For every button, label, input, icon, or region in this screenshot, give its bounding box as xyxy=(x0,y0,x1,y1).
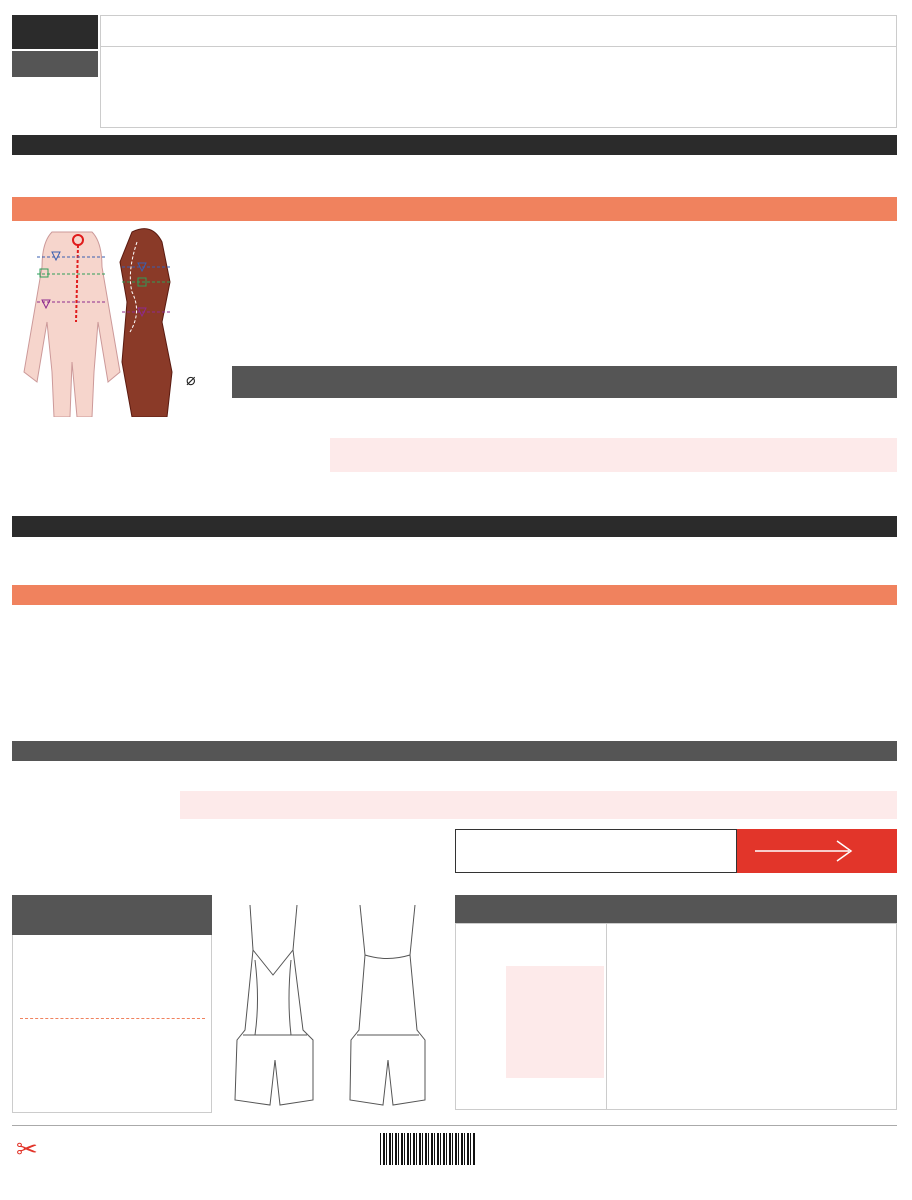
notions-col-divider xyxy=(606,923,607,1110)
choose-size-instructions xyxy=(18,428,208,432)
romper-back xyxy=(350,905,425,1105)
stretch-gauge xyxy=(455,829,737,873)
scissors-icon: ✂ xyxy=(16,1134,38,1164)
kids-jalie-size-row xyxy=(12,197,897,221)
pattern-name-box xyxy=(12,51,98,77)
garment-sketches xyxy=(225,900,445,1115)
front-figure xyxy=(24,232,120,417)
arrow-icon xyxy=(737,829,897,873)
figure-box xyxy=(12,222,212,417)
romper-illustration xyxy=(225,900,445,1115)
stretch-arrow xyxy=(737,829,897,873)
adult-yardage-band xyxy=(12,741,897,761)
pattern-number-box xyxy=(12,15,98,49)
kids-yardage-band xyxy=(232,366,897,398)
body-diagram-illustration xyxy=(12,222,212,417)
kids-measurements-band xyxy=(12,135,897,155)
romper-front xyxy=(235,905,313,1105)
kids-metric-row xyxy=(330,438,897,472)
adult-metric-row xyxy=(180,791,897,819)
recommended-fabrics-title xyxy=(12,895,212,935)
fabric-roll-icon: ⌀ xyxy=(186,372,196,389)
title-rule xyxy=(100,46,897,47)
barcode xyxy=(380,1133,475,1165)
waist-elastic-box xyxy=(506,966,604,1078)
adults-measurements-band xyxy=(12,516,897,537)
fabrics-divider xyxy=(20,1018,205,1019)
title-line xyxy=(100,15,897,16)
adult-jalie-size-row xyxy=(12,585,897,605)
side-figure xyxy=(120,229,172,417)
footer-rule xyxy=(12,1125,897,1126)
header-frame xyxy=(100,15,897,128)
notions-band xyxy=(455,895,897,923)
